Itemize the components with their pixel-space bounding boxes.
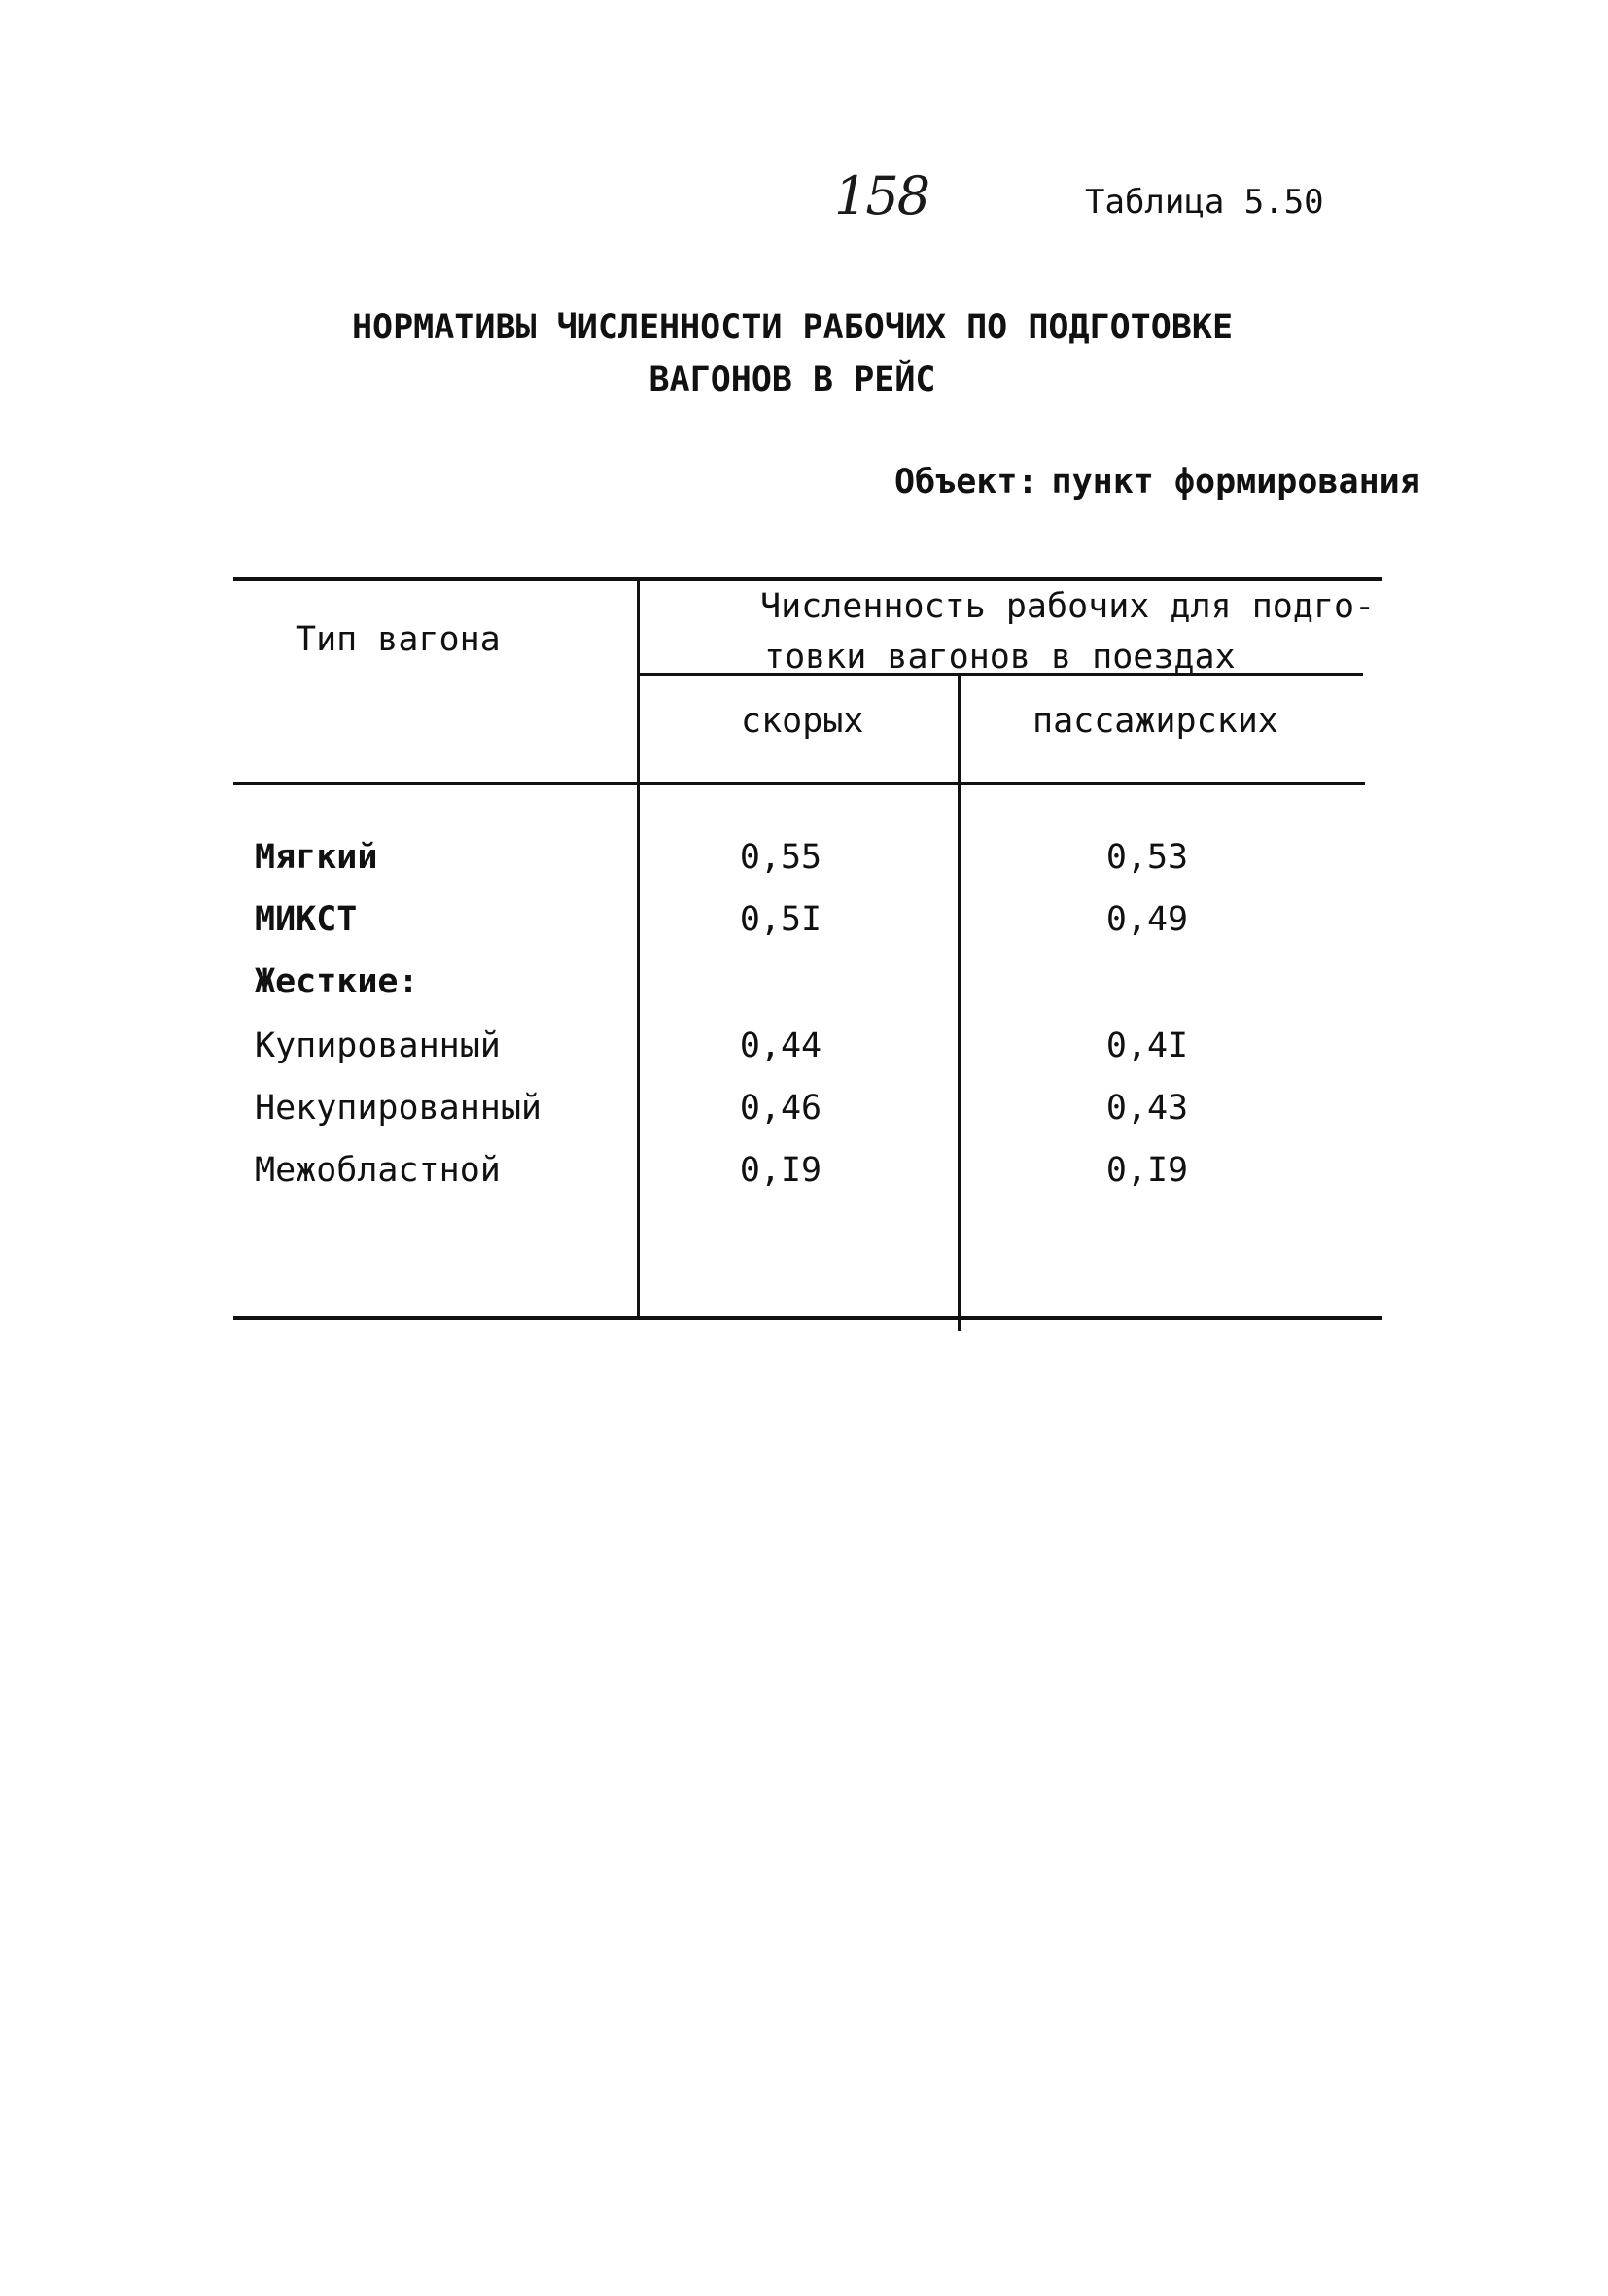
row-value-fast: 0,I9 xyxy=(739,1151,822,1190)
group-header-line-2: товки вагонов в поездах xyxy=(764,638,1236,677)
document-title xyxy=(292,301,1293,406)
row-value-fast: 0,5I xyxy=(739,900,822,939)
column-divider-left xyxy=(637,579,640,1318)
page-number: 158 xyxy=(834,165,929,226)
sub-header-passenger: пассажирских xyxy=(1032,702,1278,741)
sub-header-fast: скорых xyxy=(741,702,864,741)
table-bottom-rule xyxy=(233,1316,1382,1320)
document-title-line-2: ВАГОНОВ В РЕЙС xyxy=(648,361,936,400)
object-label: Объект: xyxy=(894,463,1038,502)
group-header-line-1: Численность рабочих для подго- xyxy=(760,587,1376,626)
row-type-label: Мягкий xyxy=(255,838,378,877)
row-value-passenger: 0,43 xyxy=(1105,1089,1189,1128)
row-value-fast: 0,55 xyxy=(739,838,822,877)
column-divider-right xyxy=(958,674,961,1331)
row-value-passenger: 0,4I xyxy=(1105,1026,1189,1065)
row-value-fast: 0,46 xyxy=(739,1089,822,1128)
table-label: Таблица 5.50 xyxy=(1085,183,1324,222)
row-value-fast: 0,44 xyxy=(739,1026,822,1065)
row-type-label: Жесткие: xyxy=(255,962,419,1001)
row-value-passenger: 0,I9 xyxy=(1105,1151,1189,1190)
table-top-rule xyxy=(233,577,1382,581)
document-title-line-1: НОРМАТИВЫ ЧИСЛЕННОСТИ РАБОЧИХ ПО ПОДГОТОВКЕ xyxy=(351,308,1234,347)
row-type-label: МИКСТ xyxy=(255,900,358,939)
row-type-label: Некупированный xyxy=(255,1089,542,1128)
type-column-header: Тип вагона xyxy=(296,620,501,659)
row-value-passenger: 0,53 xyxy=(1105,838,1189,877)
object-value: пункт формирования xyxy=(1051,463,1420,502)
object-line xyxy=(894,463,1420,502)
header-bottom-rule xyxy=(233,782,1365,785)
row-type-label: Межобластной xyxy=(255,1151,501,1190)
row-type-label: Купированный xyxy=(255,1026,501,1065)
row-value-passenger: 0,49 xyxy=(1105,900,1189,939)
